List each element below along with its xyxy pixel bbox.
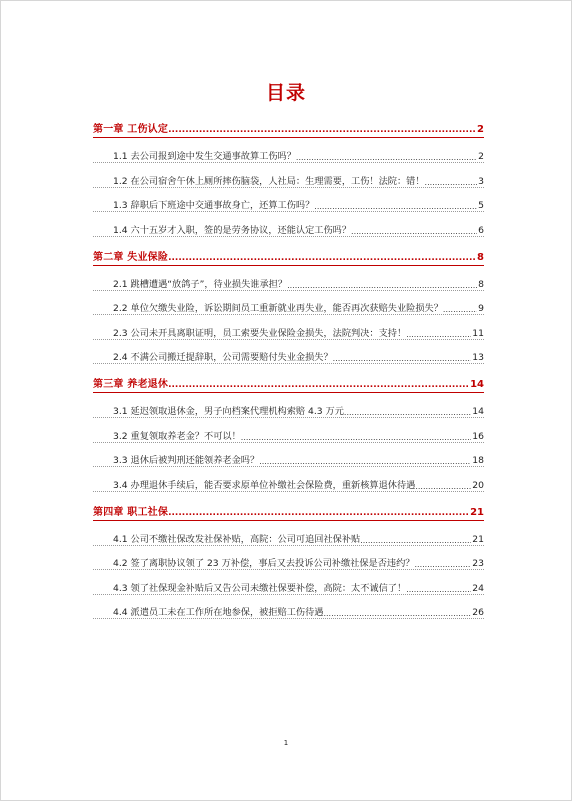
toc-entry-4-3[interactable] <box>93 580 484 595</box>
entry-title: 1.3 辞职后下班途中交通事故身亡，还算工伤吗？ <box>113 200 315 211</box>
chapter-page-number: 2 <box>477 124 484 135</box>
entry-title: 4.1 公司不缴社保改发社保补贴，高院：公司可追回社保补贴 <box>113 533 361 545</box>
dot-leader <box>241 434 472 442</box>
dot-leader <box>168 254 476 263</box>
toc-entry-4-4[interactable] <box>93 604 484 619</box>
dot-leader <box>287 282 477 290</box>
entry-title: 1.2 在公司宿舍午休上厕所摔伤脑袋，人社局：生理需要，工伤！法院：错！ <box>113 175 425 187</box>
table-of-contents <box>93 119 484 629</box>
entry-title: 1.4 六十五岁才入职，签的是劳务协议，还能认定工伤吗？ <box>113 224 352 236</box>
toc-entry-4-2[interactable] <box>93 555 484 570</box>
entry-title: 4.4 派遣员工未在工作所在地参保，被拒赔工伤待遇 <box>113 607 324 618</box>
entry-title: 2.3 公司未开具离职证明，员工索要失业保险金损失，法院判决：支持！ <box>113 327 407 339</box>
entry-page-number: 21 <box>472 533 484 545</box>
toc-entry-1-2[interactable] <box>93 173 484 188</box>
entry-page-number: 24 <box>472 582 484 594</box>
entry-title: 3.4 办理退休手续后，能否要求原单位补缴社会保险费，重新核算退休待遇 <box>113 479 416 491</box>
toc-entry-1-1[interactable] <box>93 148 484 163</box>
toc-chapter-1[interactable] <box>93 119 484 138</box>
entry-page-number: 6 <box>478 224 484 236</box>
chapter-page-number: 14 <box>470 379 484 390</box>
dot-leader <box>168 381 469 390</box>
toc-entry-2-1[interactable] <box>93 276 484 291</box>
toc-entry-2-3[interactable] <box>93 325 484 340</box>
entry-title: 3.3 退休后被判刑还能领养老金吗？ <box>113 455 260 466</box>
dot-leader <box>344 409 471 417</box>
entry-title: 3.2 重复领取养老金？不可以！ <box>113 430 241 442</box>
entry-page-number: 14 <box>472 406 484 417</box>
toc-entry-3-4[interactable] <box>93 477 484 492</box>
toc-chapter-2[interactable] <box>93 247 484 266</box>
toc-entry-3-2[interactable] <box>93 428 484 443</box>
dot-leader <box>323 610 471 618</box>
dot-leader <box>351 228 477 236</box>
dot-leader <box>425 179 478 187</box>
toc-entry-1-3[interactable] <box>93 197 484 212</box>
chapter-title: 第四章 职工社保 <box>93 506 169 518</box>
chapter-page-number: 8 <box>477 251 484 263</box>
toc-entry-2-4[interactable] <box>93 349 484 364</box>
entry-page-number: 26 <box>472 607 484 618</box>
entry-title: 2.1 跳槽遭遇“放鸽子”，待业损失谁承担？ <box>113 278 288 290</box>
dot-leader <box>406 586 471 594</box>
chapter-title: 第二章 失业保险 <box>93 251 169 263</box>
entry-title: 4.2 签了离职协议领了 23 万补偿，事后又去投诉公司补缴社保是否违约？ <box>113 558 415 569</box>
dot-leader <box>259 458 471 466</box>
entry-title: 2.2 单位欠缴失业险，诉讼期间员工重新就业再失业，能否再次获赔失业险损失？ <box>113 303 443 314</box>
toc-entry-4-1[interactable] <box>93 531 484 546</box>
toc-entry-2-2[interactable] <box>93 300 484 315</box>
entry-page-number: 9 <box>478 303 484 314</box>
chapter-title: 第三章 养老退休 <box>93 379 169 390</box>
toc-chapter-4[interactable] <box>93 502 484 521</box>
dot-leader <box>333 355 472 363</box>
toc-entry-3-1[interactable] <box>93 403 484 418</box>
page-number-footer: 1 <box>283 739 289 747</box>
dot-leader <box>360 537 471 545</box>
dot-leader <box>406 331 471 339</box>
toc-entry-3-3[interactable] <box>93 452 484 467</box>
entry-title: 3.1 延迟领取退休金，男子向档案代理机构索赔 4.3 万元 <box>113 406 344 417</box>
dot-leader <box>314 203 477 211</box>
dot-leader <box>415 483 471 491</box>
entry-page-number: 8 <box>478 278 484 290</box>
entry-page-number: 13 <box>472 352 484 363</box>
dot-leader <box>415 561 472 569</box>
dot-leader <box>168 126 476 135</box>
toc-title: 目录 <box>265 82 306 104</box>
entry-page-number: 16 <box>472 430 484 442</box>
dot-leader <box>296 154 477 162</box>
entry-title: 2.4 不满公司搬迁提辞职，公司需要赔付失业金损失？ <box>113 352 333 363</box>
entry-page-number: 23 <box>472 558 484 569</box>
entry-page-number: 5 <box>478 200 484 211</box>
chapter-title: 第一章 工伤认定 <box>93 124 169 135</box>
entry-page-number: 20 <box>472 479 484 491</box>
toc-chapter-3[interactable] <box>93 374 484 393</box>
entry-page-number: 3 <box>478 175 484 187</box>
dot-leader <box>443 306 477 314</box>
toc-entry-1-4[interactable] <box>93 222 484 237</box>
dot-leader <box>168 509 469 518</box>
entry-page-number: 18 <box>472 455 484 466</box>
entry-title: 1.1 去公司报到途中发生交通事故算工伤吗？ <box>113 151 296 162</box>
entry-title: 4.3 领了社保现金补贴后又告公司未缴社保要补偿，高院：太不诚信了！ <box>113 582 407 594</box>
entry-page-number: 11 <box>472 327 484 339</box>
entry-page-number: 2 <box>478 151 484 162</box>
chapter-page-number: 21 <box>470 506 484 518</box>
